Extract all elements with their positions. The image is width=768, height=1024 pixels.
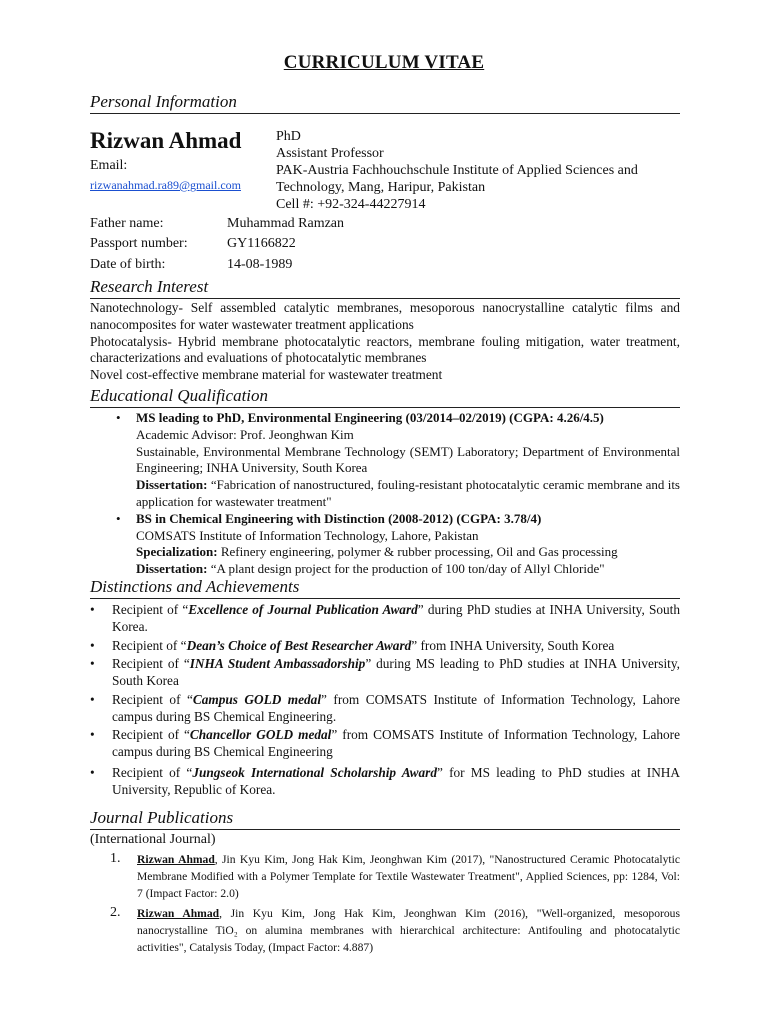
- award-name: INHA Student Ambassadorship: [189, 656, 366, 671]
- achievement-prefix: Recipient of “: [112, 765, 193, 780]
- education-item: [90, 410, 680, 511]
- section-heading-personal: Personal Information: [90, 92, 680, 114]
- achievement-item: [90, 601, 680, 635]
- achievement-prefix: Recipient of “: [112, 656, 190, 671]
- achievement-item: [90, 691, 680, 725]
- bullet-icon: •: [116, 410, 121, 425]
- award-name: Jungseok International Scholarship Award: [192, 765, 437, 780]
- achievement-prefix: Recipient of “: [112, 727, 190, 742]
- achievements-list: [90, 601, 680, 800]
- laboratory: Sustainable, Environmental Membrane Technology (SEMT) Laboratory; Department of Environmental Engineering; INHA University, South Korea: [136, 443, 680, 476]
- cell-number: Cell #: +92-324-44227914: [276, 197, 426, 212]
- research-item: Nanotechnology- Self assembled catalytic membranes, mesoporous nanocrystalline catalytic films and nanocomposites for water wastewater treatment applications: [90, 300, 680, 332]
- dissertation-text: “A plant design project for the production of 100 ton/day of Allyl Chloride": [207, 561, 605, 577]
- email-label: Email:: [90, 158, 128, 173]
- publication-number: 1.: [110, 851, 121, 866]
- section-heading-journals: Journal Publications: [90, 808, 680, 830]
- publications-list: [110, 851, 680, 959]
- achievement-suffix: ” from COMSATS Institute of Information Technology, Lahore campus during BS Chemical Engineering: [112, 727, 680, 759]
- achievement-suffix: ” from COMSATS Institute of Information Technology, Lahore campus during BS Chemical Engineering.: [112, 691, 680, 724]
- achievement-prefix: Recipient of “: [112, 637, 187, 653]
- publication-number: 2.: [110, 905, 121, 920]
- achievement-prefix: Recipient of “: [112, 602, 189, 617]
- bullet-icon: •: [116, 510, 121, 526]
- publication-item: [110, 851, 680, 902]
- education-list: [90, 410, 680, 578]
- publication-author: Rizwan Ahmad: [137, 853, 215, 866]
- bullet-icon: •: [90, 656, 95, 671]
- person-name: Rizwan Ahmad: [90, 128, 242, 153]
- advisor: Academic Advisor: Prof. Jeonghwan Kim: [136, 426, 354, 442]
- contact-block: [276, 128, 686, 213]
- section-heading-education: Educational Qualification: [90, 386, 680, 408]
- dissertation-label: Dissertation:: [136, 561, 208, 577]
- email-link[interactable]: rizwanahmad.ra89@gmail.com: [90, 178, 241, 192]
- achievement-item: [90, 726, 680, 760]
- research-interests: [90, 300, 680, 384]
- bullet-icon: •: [90, 765, 95, 780]
- specialization: [136, 544, 680, 561]
- award-name: Excellence of Journal Publication Award: [188, 602, 418, 617]
- publication-item: [110, 905, 680, 956]
- dissertation: [136, 477, 680, 511]
- publication-details: , Jin Kyu Kim, Jong Hak Kim, Jeonghwan Kim (2017), "Nanostructured Ceramic Photocatalytic Membrane Modified with a Polymer Template for Textile Wastewater Treatment", Applied Sciences, pp: 1284, Vol: 7 (Impact Factor: 2.0): [137, 853, 680, 900]
- position: Assistant Professor: [276, 146, 384, 161]
- achievement-suffix: ” from INHA University, South Korea: [411, 637, 615, 653]
- award-name: Dean’s Choice of Best Researcher Award: [186, 637, 412, 653]
- institute-line-1: PAK-Austria Fachhouchschule Institute of Applied Sciences and: [276, 163, 638, 178]
- achievement-suffix: ” during MS leading to PhD studies at INHA University, South Korea: [112, 656, 680, 688]
- field-label: Passport number:: [90, 236, 188, 251]
- bullet-icon: •: [90, 727, 95, 742]
- bullet-icon: •: [90, 691, 95, 707]
- field-label: Date of birth:: [90, 257, 166, 272]
- publication-author: Rizwan Ahmad: [137, 907, 220, 920]
- dissertation-text: “Fabrication of nanostructured, fouling-resistant photocatalytic ceramic membrane and its application for wastewater treatment": [136, 477, 680, 509]
- section-heading-research: Research Interest: [90, 277, 680, 299]
- institute-line-2: Technology, Mang, Haripur, Pakistan: [276, 180, 486, 195]
- research-item: Novel cost-effective membrane material for wastewater treatment: [90, 367, 443, 383]
- achievement-item: [90, 637, 680, 654]
- achievement-suffix: ” for MS leading to PhD studies at INHA University, Republic of Korea.: [112, 765, 680, 797]
- degree-heading: MS leading to PhD, Environmental Engineering (03/2014–02/2019) (CGPA: 4.26/4.5): [136, 410, 604, 425]
- field-value: Muhammad Ramzan: [227, 216, 345, 231]
- award-name: Campus GOLD medal: [192, 691, 322, 707]
- specialization-label: Specialization:: [136, 544, 218, 560]
- achievement-item: [90, 764, 680, 798]
- education-item: [90, 511, 680, 578]
- achievement-prefix: Recipient of “: [112, 691, 193, 707]
- journal-type: (International Journal): [90, 832, 216, 847]
- field-value: GY1166822: [227, 236, 296, 251]
- document-title: CURRICULUM VITAE: [283, 52, 485, 73]
- specialization-text: Refinery engineering, polymer & rubber processing, Oil and Gas processing: [217, 544, 618, 560]
- bullet-icon: •: [90, 602, 95, 617]
- degree-heading: BS in Chemical Engineering with Distinction (2008-2012) (CGPA: 3.78/4): [136, 510, 542, 526]
- publication-details: , Jin Kyu Kim, Jong Hak Kim, Jeonghwan Kim (2016), "Well-organized, mesoporous nanocrystalline TiO₂ on alumina membranes with hierarchical architecture: Antifouling and photocatalytic activities", Catalysis Today, (Impact Factor: 4.887): [137, 907, 680, 954]
- research-item: Photocatalysis- Hybrid membrane photocatalytic reactors, membrane fouling mitigation, water treatment, characterizations and evaluations of photocatalytic membranes: [90, 333, 680, 366]
- dissertation-label: Dissertation:: [136, 477, 208, 493]
- section-heading-distinctions: Distinctions and Achievements: [90, 577, 680, 599]
- institute: COMSATS Institute of Information Technology, Lahore, Pakistan: [136, 527, 479, 543]
- achievement-suffix: ” during PhD studies at INHA University, South Korea.: [112, 602, 680, 634]
- field-label: Father name:: [90, 216, 164, 231]
- dissertation: [136, 561, 680, 578]
- achievement-item: [90, 655, 680, 689]
- degree: PhD: [276, 129, 301, 144]
- field-value: 14-08-1989: [227, 257, 293, 272]
- award-name: Chancellor GOLD medal: [189, 727, 332, 742]
- bullet-icon: •: [90, 637, 95, 653]
